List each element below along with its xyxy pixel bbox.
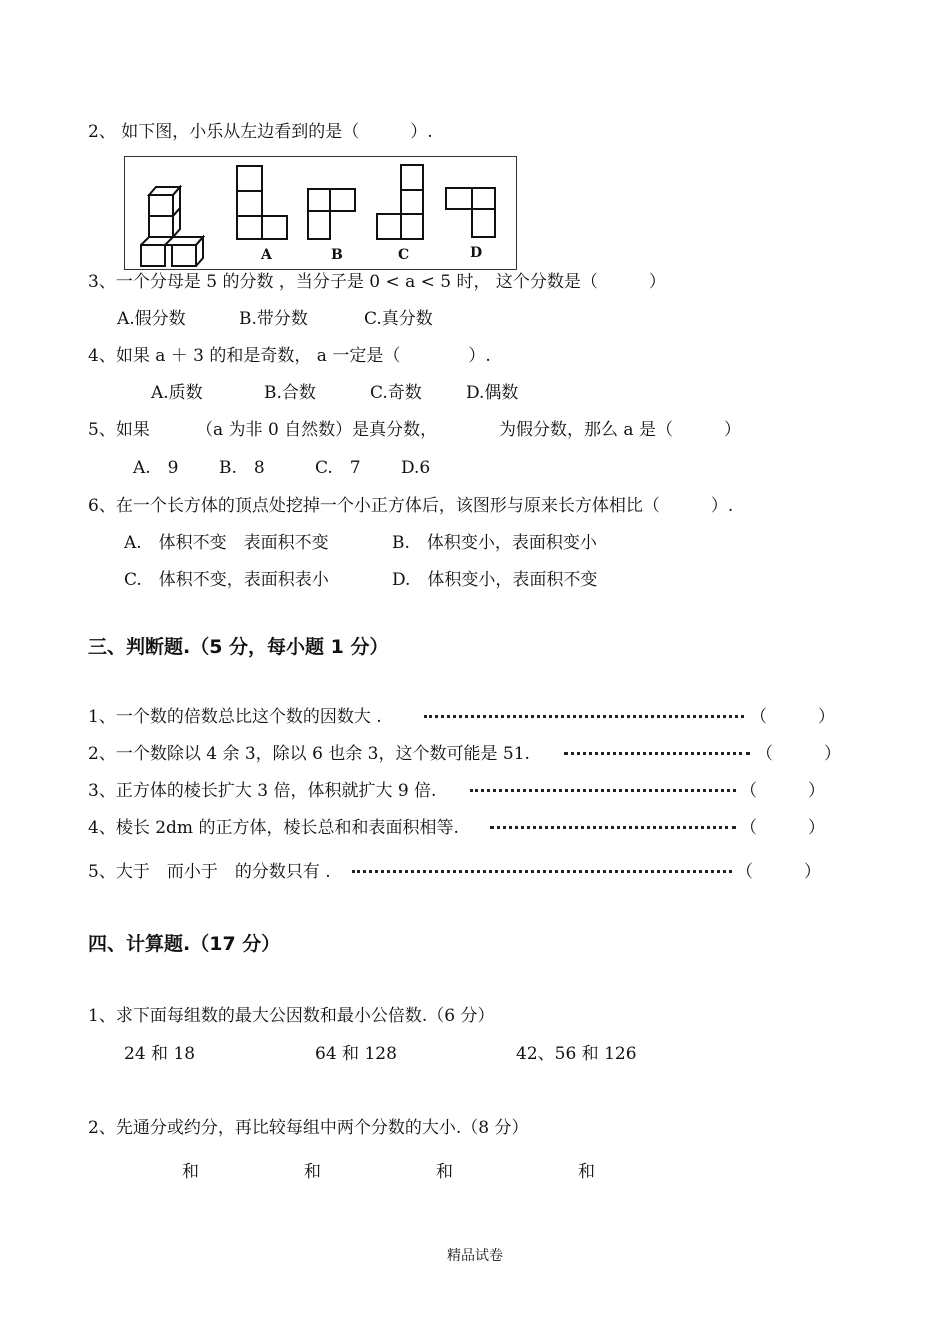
q6-option-a: A. 体积不变 表面积不变 [124,533,329,553]
judge-paren-1[interactable]: （ ） [750,707,835,727]
calc-q1-group-1: 24 和 18 [124,1044,196,1064]
q5-option-b: B. 8 [219,458,265,478]
cube-stack-drawing [141,187,203,266]
judge-paren-3[interactable]: （ ） [740,781,825,801]
judge-item-2: 2、一个数除以 4 余 3，除以 6 也余 3，这个数可能是 51. [88,744,530,764]
q6-text: 6、在一个长方体的顶点处挖掉一个小正方体后，该图形与原来长方体相比（ ）. [88,496,734,516]
q5-option-d: D.6 [401,458,431,478]
judge-item-1: 1、一个数的倍数总比这个数的因数大 . [88,707,382,727]
q5-text-c: 为假分数，那么 a 是（ ） [499,420,741,440]
judge-item-5: 5、大于 而小于 的分数只有 . [88,862,331,882]
q4-option-d: D.偶数 [466,383,519,403]
calc-q2-pair-2: 和 [304,1162,321,1182]
calc-q2-text: 2、先通分或约分，再比较每组中两个分数的大小.（8 分） [88,1118,529,1138]
q4-option-c: C.奇数 [370,383,422,403]
option-a-view [237,166,287,239]
q4-option-a: A.质数 [151,383,203,403]
section4-title: 四、计算题.（17 分） [88,933,281,955]
calc-q2-pair-3: 和 [436,1162,453,1182]
judge-dots-4 [490,826,736,829]
judge-dots-5 [352,870,732,873]
q6-option-d: D. 体积变小，表面积不变 [392,570,598,590]
option-b-view [308,189,355,239]
calc-q2-pair-1: 和 [182,1162,199,1182]
q5-option-a: A. 9 [133,458,179,478]
calc-q2-pair-4: 和 [578,1162,595,1182]
q2-figure [124,156,517,270]
judge-item-3: 3、正方体的棱长扩大 3 倍，体积就扩大 9 倍. [88,781,437,801]
judge-paren-4[interactable]: （ ） [740,818,825,838]
page-footer: 精品试卷 [447,1248,503,1264]
q6-option-b: B. 体积变小，表面积变小 [392,533,597,553]
judge-dots-1 [424,715,744,718]
q3-option-a: A.假分数 [117,309,186,329]
calc-q1-text: 1、求下面每组数的最大公因数和最小公倍数.（6 分） [88,1006,495,1026]
q5-text-b: （a 为非 0 自然数）是真分数， [196,420,438,440]
judge-dots-3 [470,789,736,792]
judge-item-4: 4、棱长 2dm 的正方体，棱长总和和表面积相等. [88,818,459,838]
calc-q1-group-3: 42、56 和 126 [516,1044,637,1064]
section3-title: 三、判断题.（5 分，每小题 1 分） [88,636,389,658]
q4-text: 4、如果 a ＋ 3 的和是奇数， a 一定是（ ）. [88,346,491,366]
q5-option-c: C. 7 [315,458,361,478]
q2-text: 2、 如下图，小乐从左边看到的是（ ）. [88,122,433,142]
option-d-view [446,188,495,237]
calc-q1-group-2: 64 和 128 [315,1044,397,1064]
judge-paren-5[interactable]: （ ） [736,862,821,882]
q6-option-c: C. 体积不变，表面积表小 [124,570,329,590]
q5-text-a: 5、如果 [88,420,150,440]
option-b-label: B [331,247,343,263]
option-c-view [377,165,423,239]
option-d-label: D [470,245,483,261]
q4-option-b: B.合数 [264,383,316,403]
q3-option-b: B.带分数 [239,309,308,329]
judge-dots-2 [564,752,750,755]
judge-paren-2[interactable]: （ ） [756,744,841,764]
option-a-label: A [261,247,272,263]
cube-views-figure [125,157,518,271]
option-c-label: C [398,247,410,263]
q3-option-c: C.真分数 [364,309,433,329]
q3-text: 3、一个分母是 5 的分数 ，当分子是 0 < a < 5 时， 这个分数是（ ） [88,272,666,292]
